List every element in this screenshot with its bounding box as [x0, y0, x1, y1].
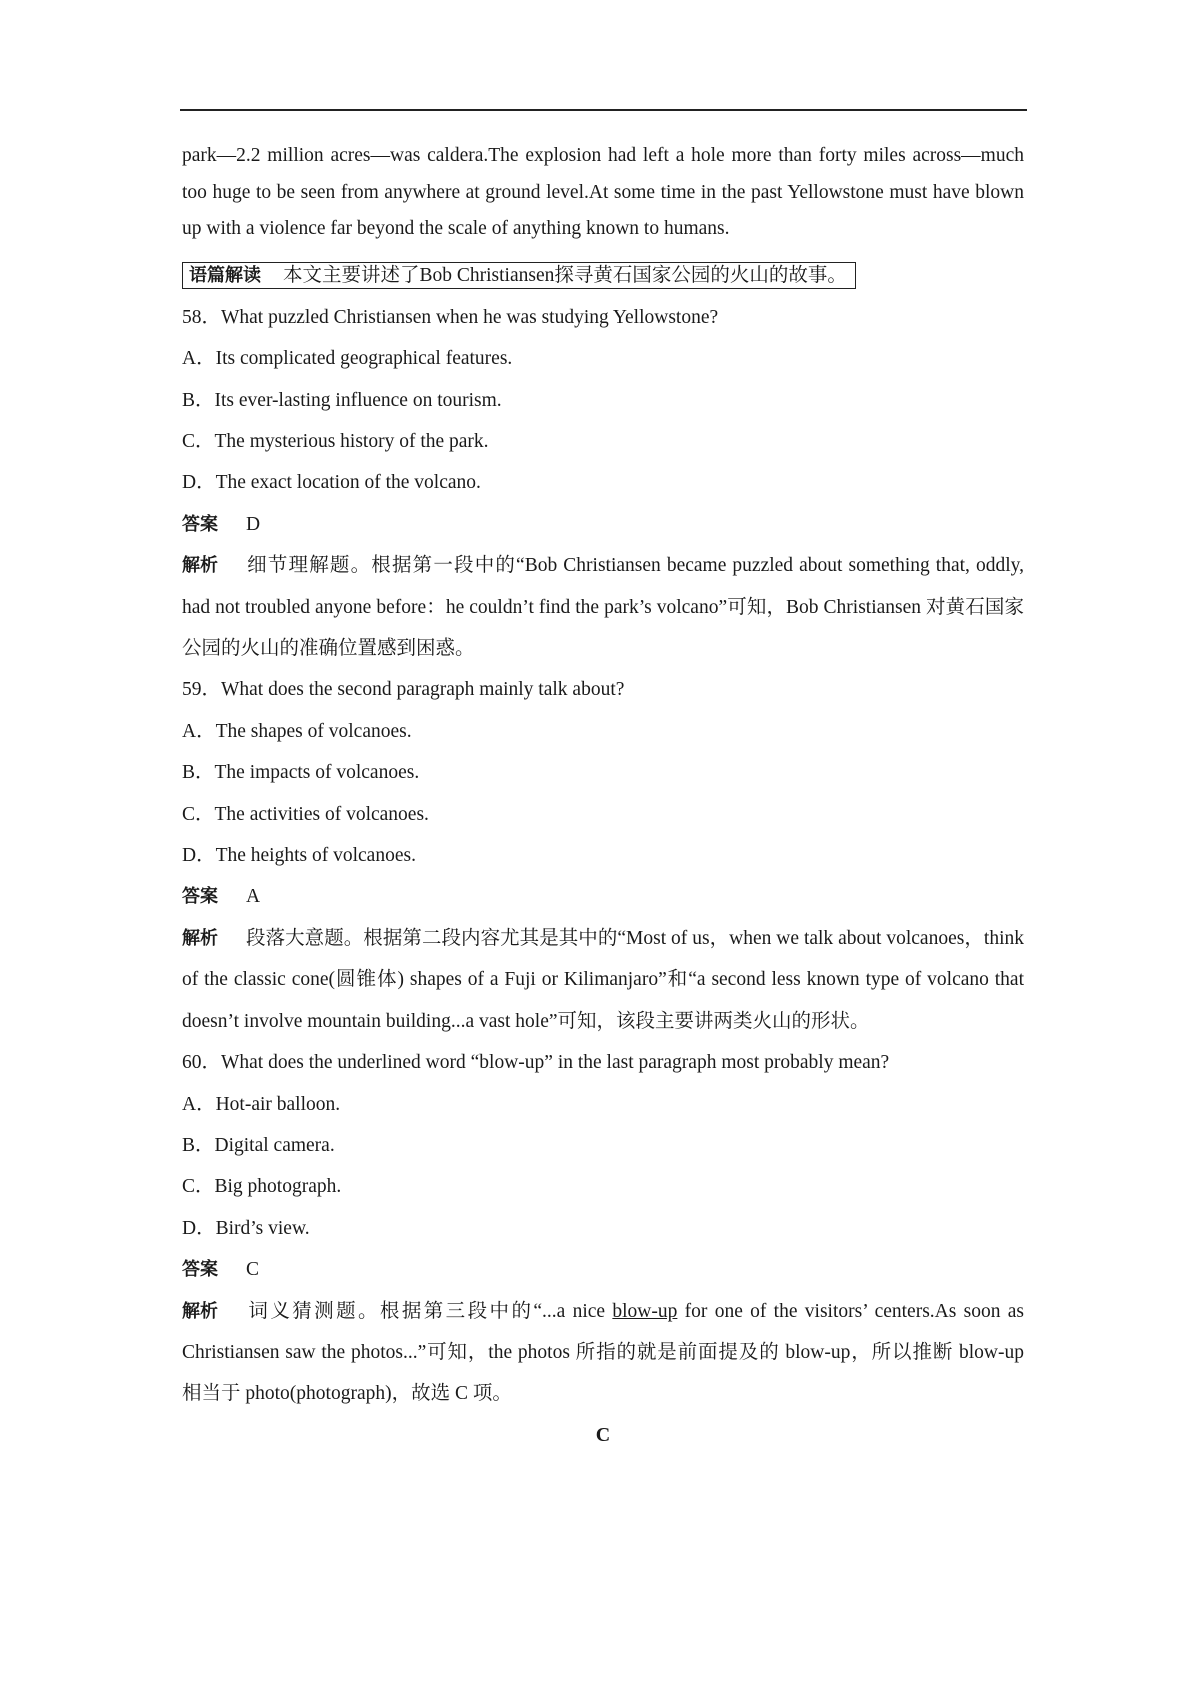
answer-label: 答案 [182, 1259, 218, 1281]
header-rule [180, 109, 1027, 111]
analysis-paragraph [182, 1291, 1024, 1415]
option-b: B．The impacts of volcanoes. [182, 762, 420, 784]
analysis-text-after: for one of the visitors’ centers.As soon as Christiansen saw the photos...”可知，the photos 所指的就是前面提及的 blow-up，所以推断 blow-up 相当于 photo(photograph)，故选 C 项。 [182, 1300, 1024, 1405]
intro-paragraph: park—2.2 million acres—was caldera.The explosion had left a hole more than forty miles across—much too huge to be seen from anywhere at ground level.At some time in the past Yellowstone must have blown up with a violence far beyond the scale of anything known to humans. [182, 145, 1024, 240]
answer-line [182, 504, 1024, 545]
option-a: A．Hot-air balloon. [182, 1093, 341, 1115]
option-d: D．The exact location of the volcano. [182, 472, 481, 494]
answer-value: A [246, 886, 261, 908]
answer-line [182, 876, 1024, 917]
analysis-paragraph [182, 545, 1024, 669]
analysis-label: 解析 [182, 555, 218, 577]
summary-box [182, 262, 856, 289]
analysis-label: 解析 [182, 927, 218, 949]
question-stem: 59．What does the second paragraph mainly talk about? [182, 679, 625, 701]
question-stem: 58．What puzzled Christiansen when he was studying Yellowstone? [182, 306, 719, 328]
underlined-word: blow-up [612, 1300, 678, 1322]
option-d: D．Bird’s view. [182, 1217, 310, 1239]
summary-text: 本文主要讲述了Bob Christiansen探寻黄石国家公园的火山的故事。 [283, 264, 847, 286]
option-c: C．The mysterious history of the park. [182, 431, 489, 452]
option-d: D．The heights of volcanoes. [182, 845, 416, 867]
section-heading: C [595, 1423, 611, 1446]
summary-label: 语篇解读 [189, 264, 261, 286]
answer-line [182, 1249, 1024, 1290]
analysis-text: 段落大意题。根据第二段内容尤其是其中的“Most of us，when we talk about volcanoes，think of the classic cone(圆锥体) shapes of a Fuji or Kilimanjaro”和“a second less known type of volcano that doesn’t involve mountain building...a vast hole”可知，该段主要讲两类火山的形状。 [182, 927, 1024, 1032]
analysis-label: 解析 [182, 1300, 218, 1322]
question-stem: 60．What does the underlined word “blow-up” in the last paragraph most probably mean? [182, 1052, 890, 1074]
option-a: A．Its complicated geographical features. [182, 348, 513, 370]
analysis-text: 细节理解题。根据第一段中的“Bob Christiansen became puzzled about something that, oddly, had not troubled anyone before：he couldn’t find the park’s volcano”可知，Bob Christiansen 对黄石国家公园的火山的准确位置感到困惑。 [182, 555, 1024, 660]
option-b: B．Digital camera. [182, 1134, 335, 1156]
option-a: A．The shapes of volcanoes. [182, 720, 412, 742]
question-59 [182, 669, 1024, 1042]
document-body [182, 138, 1024, 1456]
answer-label: 答案 [182, 886, 218, 908]
answer-value: C [246, 1259, 260, 1281]
analysis-paragraph [182, 918, 1024, 1042]
answer-label: 答案 [182, 513, 218, 535]
answer-value: D [246, 513, 261, 535]
option-c: C．Big photograph. [182, 1176, 342, 1198]
question-60 [182, 1042, 1024, 1415]
analysis-text-before: 词义猜测题。根据第三段中的“...a nice [246, 1300, 613, 1322]
option-c: C．The activities of volcanoes. [182, 803, 429, 825]
question-58 [182, 297, 1024, 670]
option-b: B．Its ever-lasting influence on tourism. [182, 389, 502, 411]
